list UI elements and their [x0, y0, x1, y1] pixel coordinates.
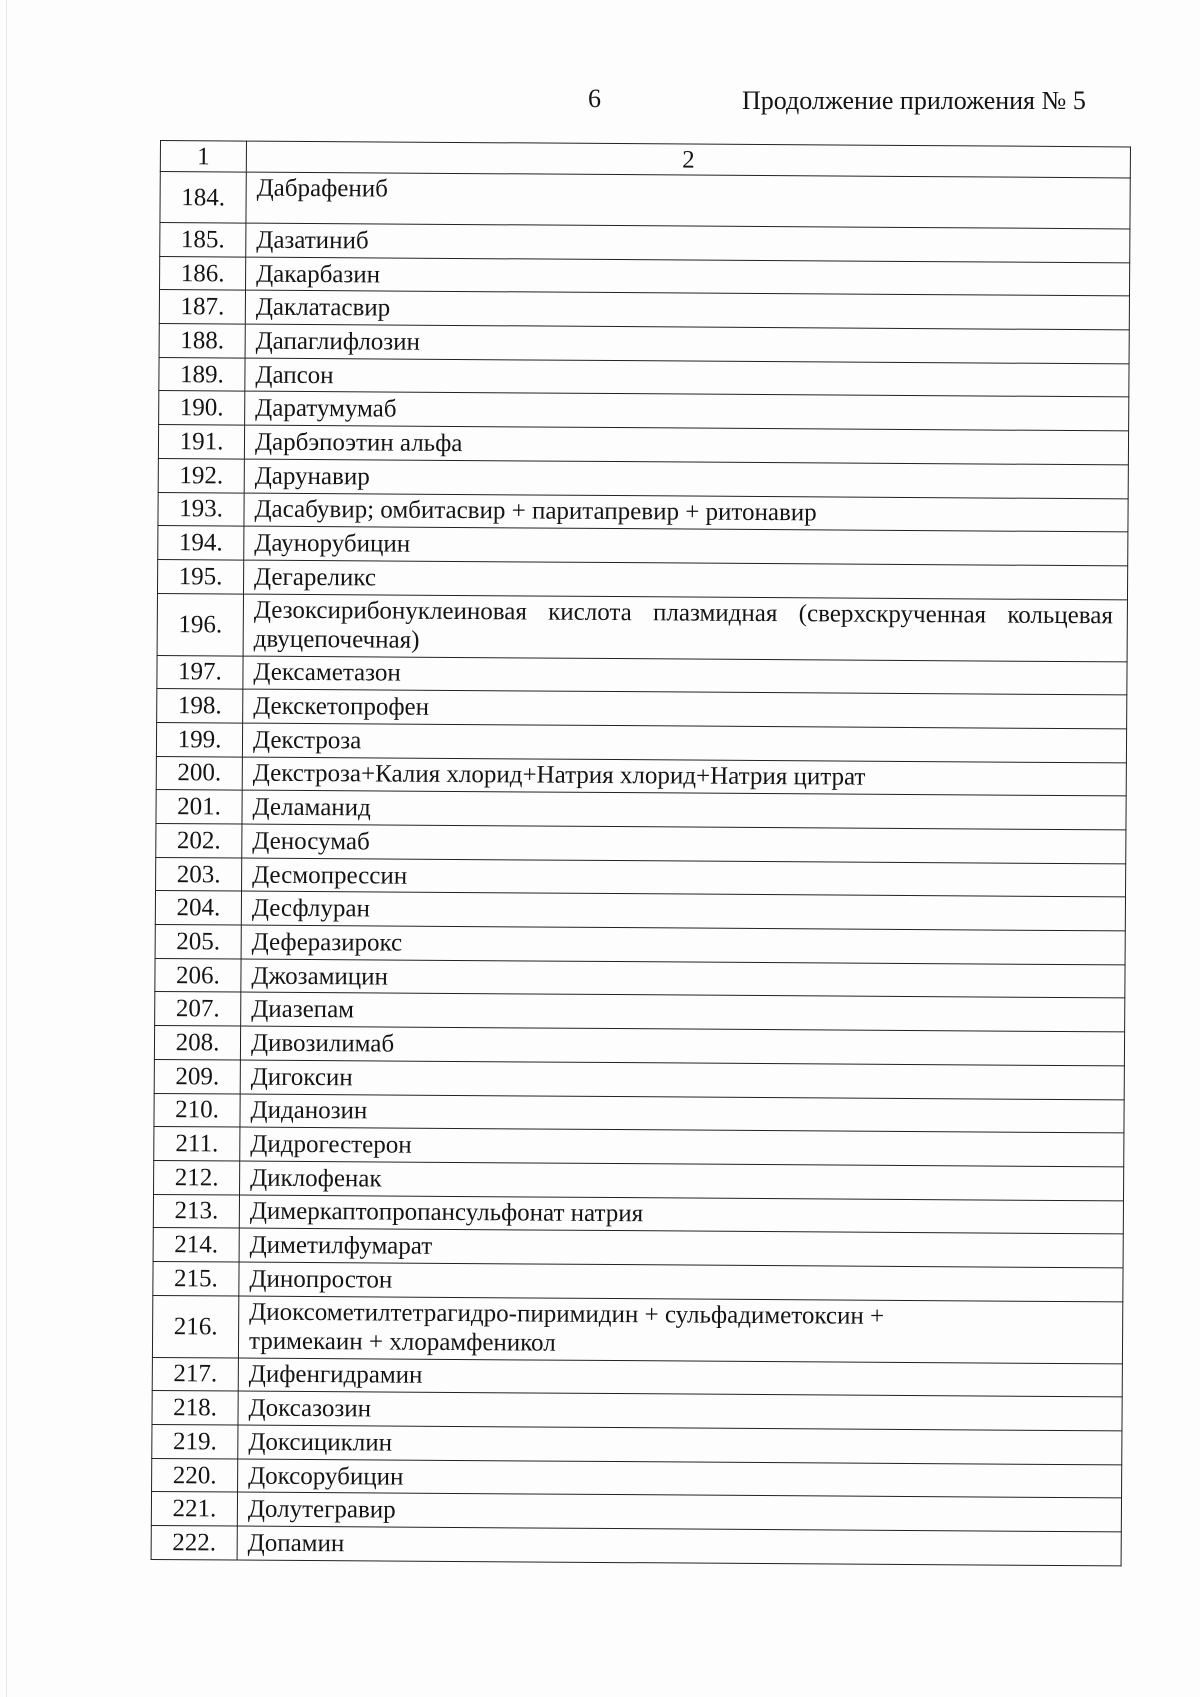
- drug-name: Дапсон: [245, 358, 1129, 398]
- drug-name: Дакарбазин: [246, 257, 1130, 297]
- row-number: 212.: [154, 1160, 240, 1194]
- drug-name: Доксорубицин: [238, 1459, 1122, 1499]
- page-number: 6: [588, 84, 601, 113]
- row-number: 209.: [154, 1059, 240, 1093]
- row-number: 184.: [160, 172, 246, 224]
- drug-name: Дезоксирибонуклеиновая кислота плазмидная (сверхскрученная кольцевая двуцепочечная): [243, 594, 1127, 662]
- drug-name: Деламанид: [242, 790, 1126, 830]
- drug-name: Диметилфумарат: [239, 1228, 1123, 1268]
- row-number: 191.: [158, 425, 244, 459]
- row-number: 193.: [158, 492, 244, 526]
- row-number: 196.: [157, 593, 243, 656]
- drug-name: Дасабувир; омбитасвир + паритапревир + ритонавир: [244, 493, 1128, 533]
- row-number: 188.: [159, 324, 245, 358]
- drug-list-table: [151, 140, 1131, 1566]
- row-number: 201.: [156, 790, 242, 824]
- drug-name: Дабрафениб: [246, 172, 1130, 229]
- row-number: 199.: [156, 722, 242, 756]
- drug-name: Дидрогестерон: [240, 1127, 1124, 1167]
- drug-name: Допамин: [237, 1526, 1121, 1566]
- row-number: 194.: [158, 526, 244, 560]
- drug-name: Дифенгидрамин: [238, 1358, 1122, 1398]
- row-number: 190.: [159, 391, 245, 425]
- row-number: 202.: [156, 823, 242, 857]
- drug-name: Диданозин: [240, 1094, 1124, 1134]
- row-number: 189.: [159, 357, 245, 391]
- drug-name: Дапаглифлозин: [245, 324, 1129, 364]
- drug-name: Диазепам: [241, 992, 1125, 1032]
- row-number: 218.: [152, 1391, 238, 1425]
- row-number: 204.: [155, 891, 241, 925]
- drug-name: Долутегравир: [237, 1492, 1121, 1532]
- row-number: 205.: [155, 925, 241, 959]
- row-number: 187.: [159, 290, 245, 324]
- drug-name: Десфлуран: [241, 891, 1125, 931]
- column-header-name: 2: [246, 141, 1130, 178]
- row-number: 217.: [152, 1357, 238, 1391]
- row-number: 185.: [160, 223, 246, 257]
- row-number: 206.: [155, 958, 241, 992]
- table-row: [151, 1526, 1121, 1566]
- row-number: 203.: [156, 857, 242, 891]
- drug-name: Дарбэпоэтин альфа: [244, 425, 1128, 465]
- row-number: 215.: [153, 1261, 239, 1295]
- row-number: 210.: [154, 1093, 240, 1127]
- drug-name: Дексаметазон: [243, 656, 1127, 696]
- drug-name: Деносумаб: [242, 824, 1126, 864]
- drug-name: Дивозилимаб: [240, 1026, 1124, 1066]
- row-number: 219.: [152, 1424, 238, 1458]
- row-number: 216.: [152, 1295, 238, 1358]
- appendix-continuation-label: Продолжение приложения № 5: [742, 86, 1086, 115]
- drug-name: Даратумумаб: [245, 392, 1129, 432]
- drug-name: Диклофенак: [240, 1161, 1124, 1201]
- drug-name: Димеркаптопропансульфонат натрия: [239, 1195, 1123, 1235]
- scan-edge-line: [6, 0, 7, 1697]
- drug-name: Даклатасвир: [245, 290, 1129, 330]
- drug-name: Дигоксин: [240, 1060, 1124, 1100]
- table-row: [157, 593, 1127, 661]
- drug-name: Деферазирокс: [241, 925, 1125, 965]
- drug-name: Дазатиниб: [246, 223, 1130, 263]
- drug-name: Джозамицин: [241, 959, 1125, 999]
- row-number: 221.: [151, 1492, 237, 1526]
- row-number: 207.: [155, 992, 241, 1026]
- row-number: 211.: [154, 1127, 240, 1161]
- row-number: 213.: [153, 1194, 239, 1228]
- table-row: [152, 1295, 1122, 1363]
- drug-name: Дегареликс: [243, 560, 1127, 600]
- row-number: 192.: [158, 458, 244, 492]
- row-number: 186.: [160, 256, 246, 290]
- table-row: [160, 172, 1130, 229]
- drug-name: Декстроза: [242, 723, 1126, 763]
- drug-name: Даунорубицин: [244, 526, 1128, 566]
- drug-name: Диоксометилтетрагидро-пиримидин + сульфадиметоксин + тримекаин + хлорамфеникол: [238, 1296, 1122, 1364]
- row-number: 197.: [157, 655, 243, 689]
- drug-name: Десмопрессин: [242, 858, 1126, 898]
- drug-name: Дарунавир: [244, 459, 1128, 499]
- drug-name: Декскетопрофен: [243, 689, 1127, 729]
- row-number: 208.: [154, 1026, 240, 1060]
- row-number: 214.: [153, 1228, 239, 1262]
- row-number: 198.: [157, 689, 243, 723]
- drug-name: Декстроза+Калия хлорид+Натрия хлорид+Натрия цитрат: [242, 757, 1126, 797]
- drug-name: Доксициклин: [238, 1425, 1122, 1465]
- row-number: 222.: [151, 1526, 237, 1560]
- column-header-number: 1: [160, 141, 246, 173]
- row-number: 200.: [156, 756, 242, 790]
- drug-name: Динопростон: [239, 1262, 1123, 1302]
- drug-name: Доксазозин: [238, 1391, 1122, 1431]
- row-number: 220.: [152, 1458, 238, 1492]
- row-number: 195.: [157, 559, 243, 593]
